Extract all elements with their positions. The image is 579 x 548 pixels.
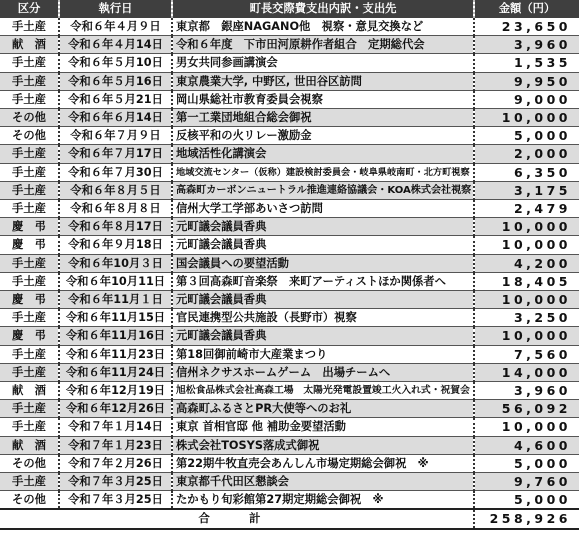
header-row — [0, 0, 579, 18]
header-description: 町長交際費支出内訳・支出先 — [172, 0, 474, 18]
row-category: その他 — [0, 454, 59, 472]
row-category: 手土産 — [0, 345, 59, 363]
row-date: 令和６年11月16日 — [59, 327, 172, 345]
row-amount: 5,000 — [474, 491, 579, 510]
table-row — [0, 18, 579, 36]
row-date: 令和６年８月５日 — [59, 181, 172, 199]
row-category: 手土産 — [0, 90, 59, 108]
row-date: 令和６年７月17日 — [59, 145, 172, 163]
row-description: たかもり旬彩館第27期定期総会御祝 ※ — [172, 491, 474, 510]
row-description: 株式会社TOSYS落成式御祝 — [172, 436, 474, 454]
row-amount: 1,535 — [474, 54, 579, 72]
table-row — [0, 200, 579, 218]
table-row — [0, 163, 579, 181]
row-category: 献 酒 — [0, 36, 59, 54]
row-description: 信州ネクサスホームゲーム 出場チームへ — [172, 363, 474, 381]
table-row — [0, 90, 579, 108]
row-amount: 10,000 — [474, 218, 579, 236]
row-category: 慶 弔 — [0, 236, 59, 254]
header-category: 区分 — [0, 0, 59, 18]
row-amount: 5,000 — [474, 127, 579, 145]
row-description: 岡山県総社市教育委員会視察 — [172, 90, 474, 108]
table-row — [0, 382, 579, 400]
row-amount: 9,000 — [474, 90, 579, 108]
row-date: 令和６年12月26日 — [59, 400, 172, 418]
row-category: 手土産 — [0, 309, 59, 327]
row-description: 第一工業団地組合総会御祝 — [172, 109, 474, 127]
row-amount: 3,960 — [474, 36, 579, 54]
row-description: 元町議会議員香典 — [172, 327, 474, 345]
row-date: 令和６年５月21日 — [59, 90, 172, 108]
table-row — [0, 418, 579, 436]
table-row — [0, 272, 579, 290]
row-category: その他 — [0, 127, 59, 145]
header-date: 執行日 — [59, 0, 172, 18]
row-amount: 9,760 — [474, 473, 579, 491]
row-date: 令和６年７月９日 — [59, 127, 172, 145]
row-date: 令和６年８月８日 — [59, 200, 172, 218]
table-row — [0, 454, 579, 472]
row-date: 令和７年３月25日 — [59, 473, 172, 491]
table-row — [0, 254, 579, 272]
row-category: 手土産 — [0, 400, 59, 418]
row-category: 手土産 — [0, 72, 59, 90]
table-row — [0, 181, 579, 199]
table-row — [0, 327, 579, 345]
row-date: 令和７年２月26日 — [59, 454, 172, 472]
row-category: 献 酒 — [0, 436, 59, 454]
row-amount: 14,000 — [474, 363, 579, 381]
table-body — [0, 18, 579, 509]
row-amount: 3,175 — [474, 181, 579, 199]
row-description: 第22期牛牧直売会あんしん市場定期総会御祝 ※ — [172, 454, 474, 472]
row-date: 令和６年11月23日 — [59, 345, 172, 363]
table-row — [0, 127, 579, 145]
row-category: 手土産 — [0, 163, 59, 181]
row-description: 東京農業大学, 中野区, 世田谷区訪問 — [172, 72, 474, 90]
row-amount: 10,000 — [474, 109, 579, 127]
row-date: 令和６年４月14日 — [59, 36, 172, 54]
row-date: 令和６年10月３日 — [59, 254, 172, 272]
table-row — [0, 473, 579, 491]
row-amount: 10,000 — [474, 236, 579, 254]
row-date: 令和６年７月30日 — [59, 163, 172, 181]
row-category: その他 — [0, 491, 59, 510]
row-category: 手土産 — [0, 254, 59, 272]
total-label: 合 計 — [0, 509, 474, 529]
row-description: 反核平和の火リレー激励金 — [172, 127, 474, 145]
row-description: 元町議会議員香典 — [172, 236, 474, 254]
table-row — [0, 36, 579, 54]
table-row — [0, 309, 579, 327]
table-row — [0, 218, 579, 236]
row-amount: 10,000 — [474, 418, 579, 436]
row-category: 手土産 — [0, 200, 59, 218]
row-amount: 56,092 — [474, 400, 579, 418]
row-description: 第18回御前崎市大産業まつり — [172, 345, 474, 363]
row-amount: 23,650 — [474, 18, 579, 36]
row-description: 東京都 銀座NAGANO他 視察・意見交換など — [172, 18, 474, 36]
row-amount: 9,950 — [474, 72, 579, 90]
row-date: 令和６年８月17日 — [59, 218, 172, 236]
row-amount: 10,000 — [474, 327, 579, 345]
row-description: 東京 首相官邸 他 補助金要望活動 — [172, 418, 474, 436]
row-amount: 7,560 — [474, 345, 579, 363]
table-row — [0, 54, 579, 72]
row-date: 令和７年１月23日 — [59, 436, 172, 454]
row-description: 男女共同参画講演会 — [172, 54, 474, 72]
row-category: 手土産 — [0, 145, 59, 163]
row-date: 令和７年３月25日 — [59, 491, 172, 510]
row-description: 高森町ふるさとPR大使等へのお礼 — [172, 400, 474, 418]
row-amount: 5,000 — [474, 454, 579, 472]
row-description: 官民連携型公共施設（長野市）視察 — [172, 309, 474, 327]
row-date: 令和６年５月16日 — [59, 72, 172, 90]
row-description: 東京都千代田区懇談会 — [172, 473, 474, 491]
row-description: 令和６年度 下市田河原耕作者組合 定期総代会 — [172, 36, 474, 54]
row-date: 令和７年１月14日 — [59, 418, 172, 436]
row-category: 慶 弔 — [0, 291, 59, 309]
table-row — [0, 436, 579, 454]
row-date: 令和６年４月９日 — [59, 18, 172, 36]
row-date: 令和６年11月15日 — [59, 309, 172, 327]
row-amount: 4,200 — [474, 254, 579, 272]
row-amount: 18,405 — [474, 272, 579, 290]
table-row — [0, 491, 579, 510]
row-description: 旭松食品株式会社高森工場 太陽光発電設置竣工火入れ式・祝賀会 — [172, 382, 474, 400]
row-date: 令和６年10月11日 — [59, 272, 172, 290]
row-category: 手土産 — [0, 473, 59, 491]
row-description: 第３回高森町音楽祭 来町アーティストほか関係者へ — [172, 272, 474, 290]
table-row — [0, 109, 579, 127]
row-category: 献 酒 — [0, 382, 59, 400]
row-amount: 2,000 — [474, 145, 579, 163]
row-category: 慶 弔 — [0, 218, 59, 236]
row-description: 地域交流センター（仮称）建設検討委員会・岐阜県岐南町・北方町視察 — [172, 163, 474, 181]
row-amount: 3,250 — [474, 309, 579, 327]
row-amount: 4,600 — [474, 436, 579, 454]
row-description: 元町議会議員香典 — [172, 291, 474, 309]
row-amount: 6,350 — [474, 163, 579, 181]
row-description: 元町議会議員香典 — [172, 218, 474, 236]
row-description: 地域活性化講演会 — [172, 145, 474, 163]
table-row — [0, 400, 579, 418]
row-description: 高森町カーボンニュートラル推進連絡協議会・KOA株式会社視察 — [172, 181, 474, 199]
total-amount: 258,926 — [474, 509, 579, 529]
row-date: 令和６年６月14日 — [59, 109, 172, 127]
row-category: 手土産 — [0, 181, 59, 199]
row-description: 信州大学工学部あいさつ訪問 — [172, 200, 474, 218]
table-row — [0, 291, 579, 309]
row-description: 国会議員への要望活動 — [172, 254, 474, 272]
row-category: 慶 弔 — [0, 327, 59, 345]
table-footer — [0, 509, 579, 529]
row-date: 令和６年５月10日 — [59, 54, 172, 72]
table-row — [0, 363, 579, 381]
row-date: 令和６年11月24日 — [59, 363, 172, 381]
row-category: 手土産 — [0, 272, 59, 290]
table-row — [0, 345, 579, 363]
row-category: 手土産 — [0, 54, 59, 72]
row-category: 手土産 — [0, 363, 59, 381]
row-category: 手土産 — [0, 18, 59, 36]
table-row — [0, 145, 579, 163]
table-row — [0, 72, 579, 90]
total-row — [0, 509, 579, 529]
row-amount: 2,479 — [474, 200, 579, 218]
table-row — [0, 236, 579, 254]
row-amount: 10,000 — [474, 291, 579, 309]
row-date: 令和６年12月19日 — [59, 382, 172, 400]
header-amount: 金額（円） — [474, 0, 579, 18]
row-category: その他 — [0, 109, 59, 127]
row-date: 令和６年９月18日 — [59, 236, 172, 254]
row-category: 手土産 — [0, 418, 59, 436]
row-amount: 3,960 — [474, 382, 579, 400]
row-date: 令和６年11月１日 — [59, 291, 172, 309]
table-header — [0, 0, 579, 18]
